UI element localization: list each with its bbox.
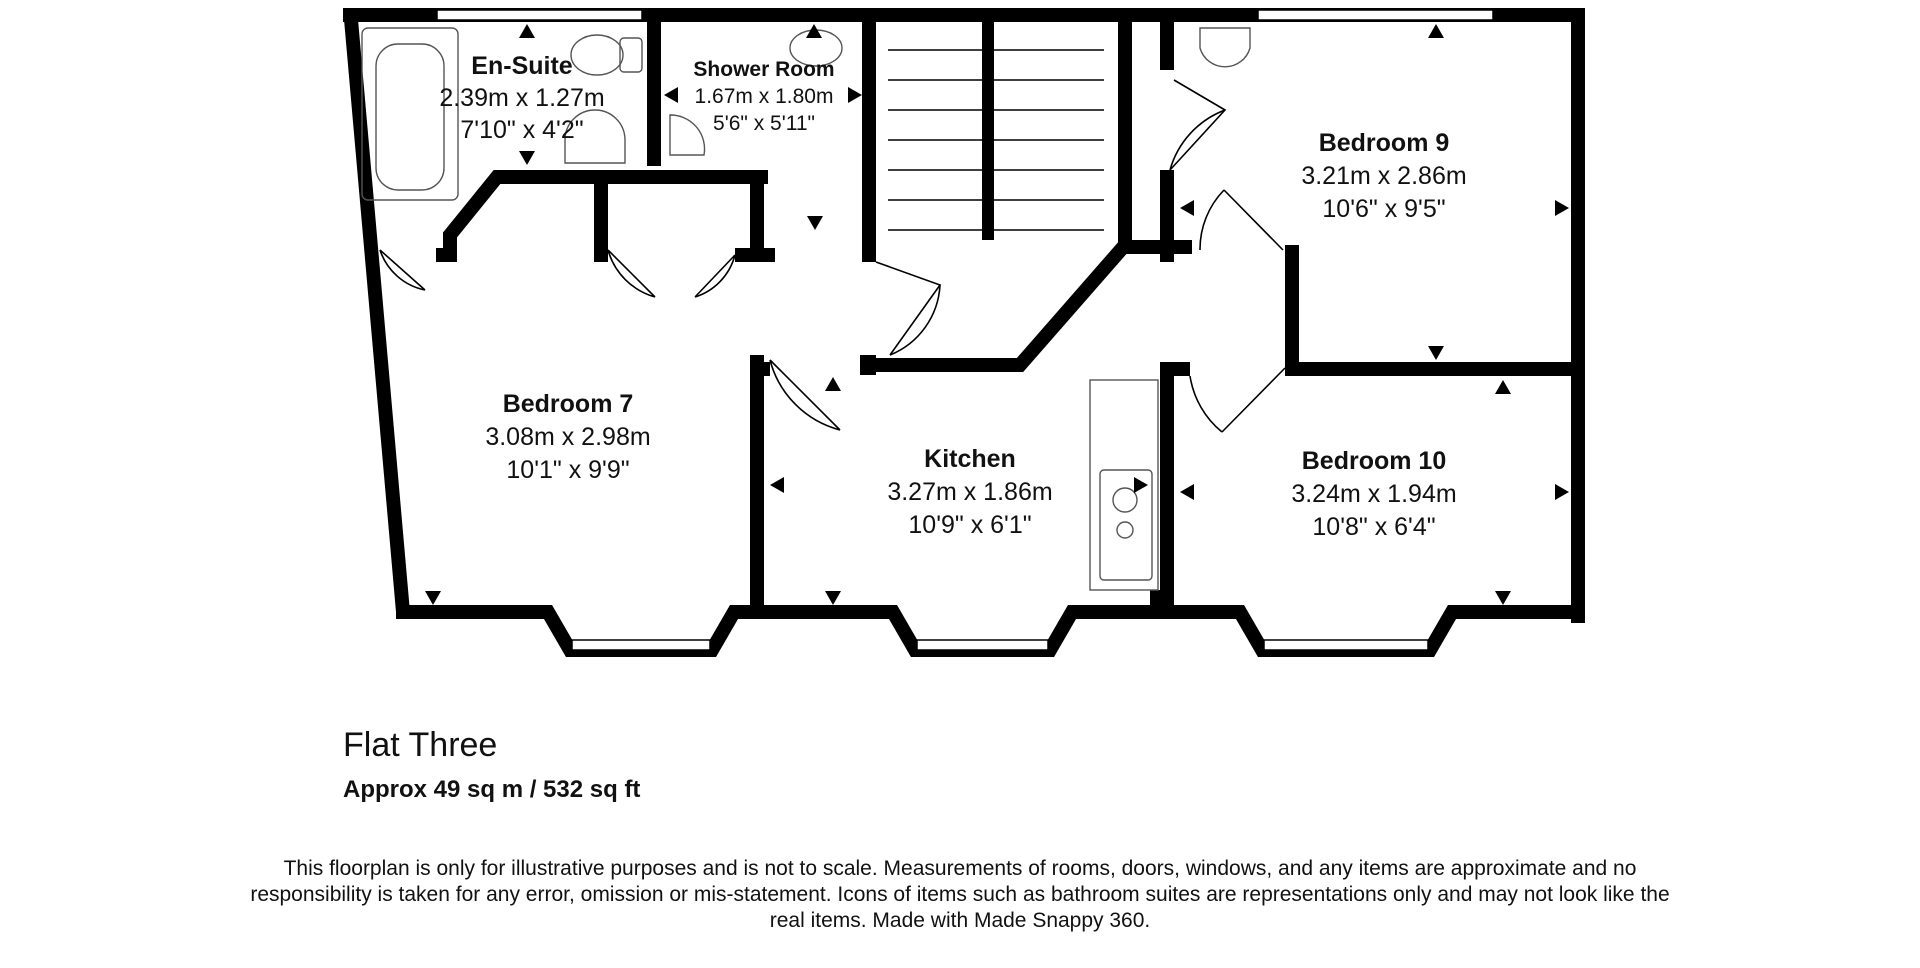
room-imperial-bedroom-9: 10'6" x 9'5" <box>1322 195 1446 223</box>
flat-area: Approx 49 sq m / 532 sq ft <box>343 776 641 803</box>
flat-title: Flat Three <box>343 726 498 764</box>
room-name-bedroom-9: Bedroom 9 <box>1318 129 1450 157</box>
staircase <box>888 50 1104 230</box>
room-imperial-bedroom-10: 10'8" x 6'4" <box>1312 513 1436 541</box>
room-metric-shower-room: 1.67m x 1.80m <box>694 85 834 108</box>
room-name-bedroom-10: Bedroom 10 <box>1301 447 1447 475</box>
room-metric-bedroom-10: 3.24m x 1.94m <box>1291 480 1457 508</box>
room-metric-bedroom-9: 3.21m x 2.86m <box>1301 162 1467 190</box>
room-imperial-kitchen: 10'9" x 6'1" <box>908 511 1032 539</box>
room-imperial-shower-room: 5'6" x 5'11" <box>713 112 815 135</box>
room-metric-en-suite: 2.39m x 1.27m <box>439 84 605 112</box>
room-metric-bedroom-7: 3.08m x 2.98m <box>485 423 651 451</box>
room-name-en-suite: En-Suite <box>471 52 573 80</box>
room-imperial-bedroom-7: 10'1" x 9'9" <box>506 456 630 484</box>
room-name-bedroom-7: Bedroom 7 <box>502 390 634 418</box>
room-imperial-en-suite: 7'10" x 4'2" <box>460 116 584 144</box>
disclaimer-text: This floorplan is only for illustrative purposes and is not to scale. Measurements of rooms, doors, windows, and any items are approximate and no responsibility is taken for any error, omission or mis-statement. Icons of items such as bathroom suites are representations only and may not look like the real items. Made with Made Snappy 360. <box>250 857 1670 932</box>
room-labels <box>439 52 1466 541</box>
room-metric-kitchen: 3.27m x 1.86m <box>887 478 1053 506</box>
room-name-kitchen: Kitchen <box>924 445 1016 473</box>
room-name-shower-room: Shower Room <box>693 58 835 81</box>
